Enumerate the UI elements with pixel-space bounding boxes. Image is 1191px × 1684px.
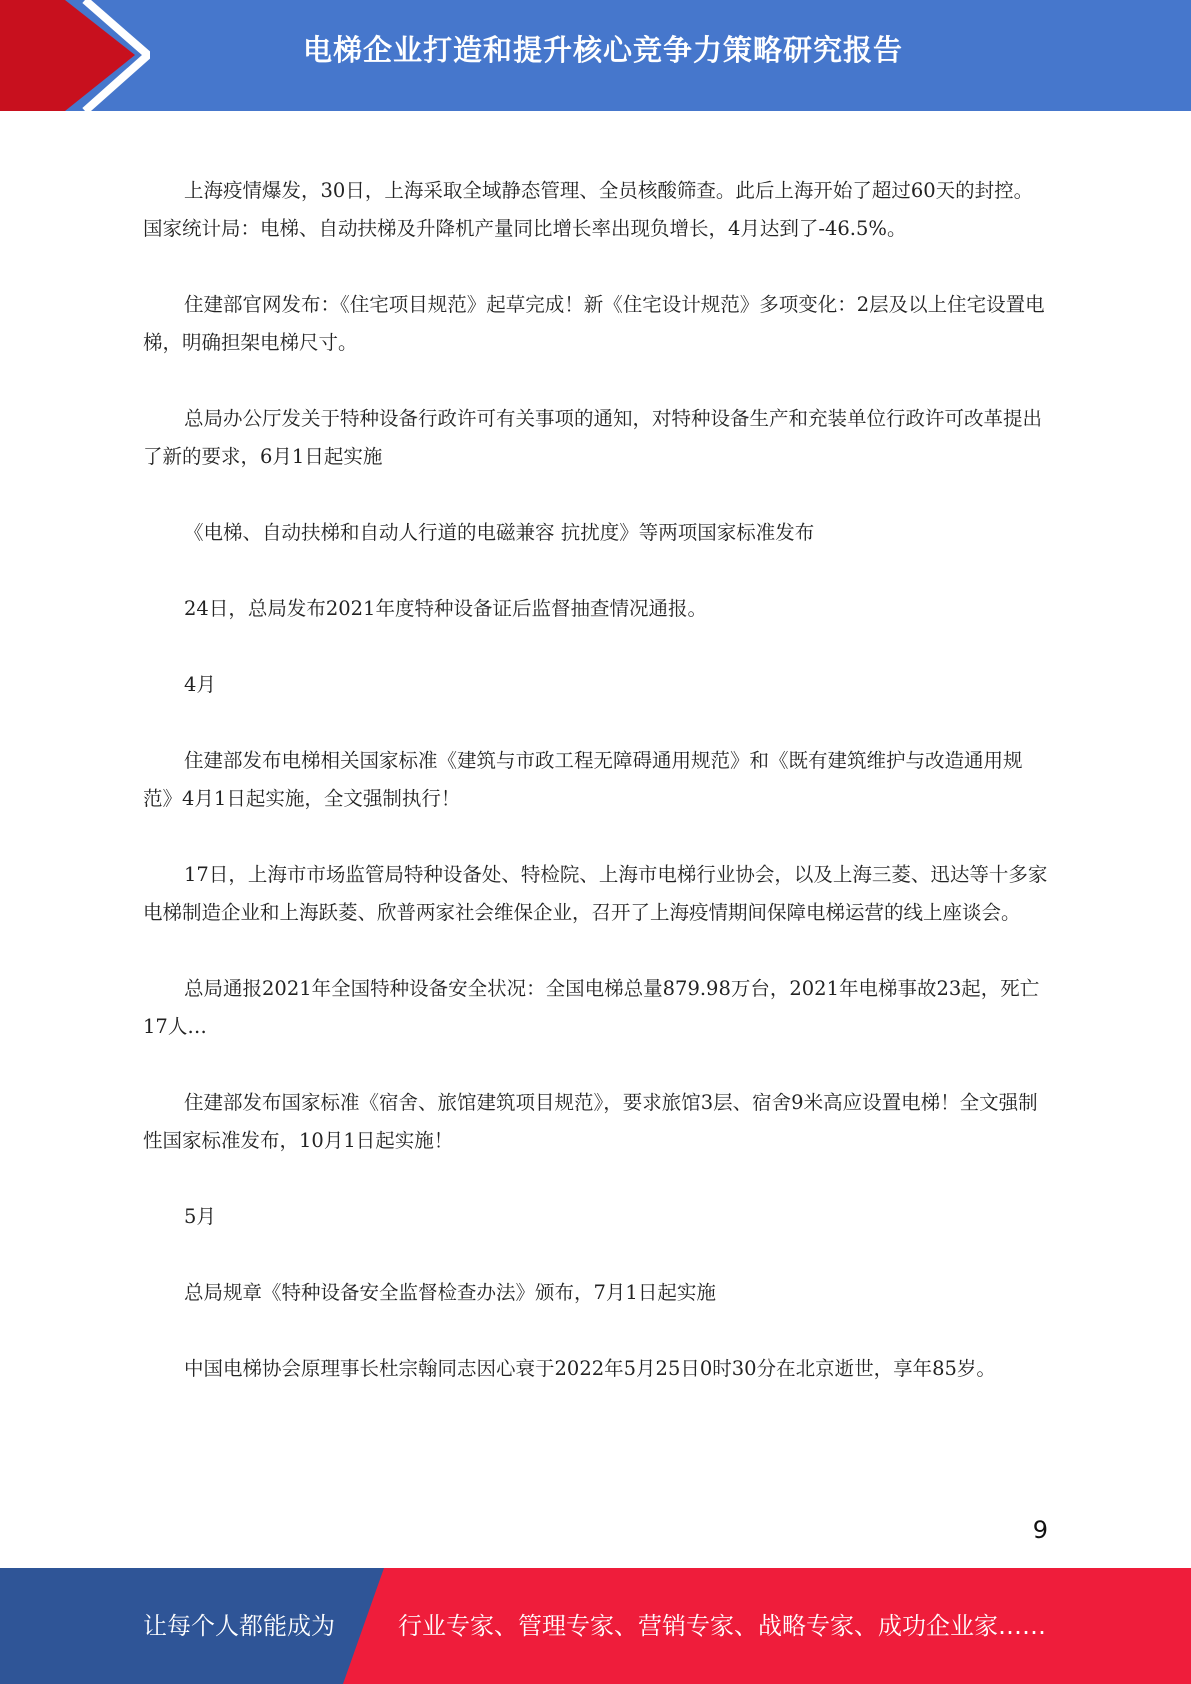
footer-slogan-right: 行业专家、管理专家、营销专家、战略专家、成功企业家…… <box>398 1612 1046 1640</box>
month-heading: 4月 <box>184 673 216 696</box>
paragraph: 24日，总局发布2021年度特种设备证后监督抽查情况通报。 <box>184 597 707 620</box>
paragraph: 上海疫情爆发，30日，上海采取全域静态管理、全员核酸筛查。此后上海开始了超过60天的封控。国家统计局：电梯、自动扶梯及升降机产量同比增长率出现负增长，4月达到了-46.5%。 <box>143 179 1034 240</box>
paragraph: 总局通报2021年全国特种设备安全状况：全国电梯总量879.98万台，2021年电梯事故23起，死亡17人… <box>143 977 1040 1038</box>
page-footer <box>0 1568 1191 1684</box>
document-body <box>143 172 1048 1388</box>
paragraph: 《电梯、自动扶梯和自动人行道的电磁兼容 抗扰度》等两项国家标准发布 <box>184 521 815 544</box>
header-arrow-decoration <box>0 0 150 111</box>
paragraph: 住建部发布国家标准《宿舍、旅馆建筑项目规范》，要求旅馆3层、宿舍9米高应设置电梯！全文强制性国家标准发布，10月1日起实施！ <box>143 1091 1038 1152</box>
page-number: 9 <box>1032 1516 1048 1544</box>
footer-slogan-left: 让每个人都能成为 <box>143 1612 335 1640</box>
paragraph: 总局规章《特种设备安全监督检查办法》颁布，7月1日起实施 <box>184 1281 716 1304</box>
paragraph: 17日，上海市市场监管局特种设备处、特检院、上海市电梯行业协会，以及上海三菱、迅达等十多家电梯制造企业和上海跃菱、欣普两家社会维保企业，召开了上海疫情期间保障电梯运营的线上座谈会。 <box>143 863 1048 924</box>
month-heading: 5月 <box>184 1205 216 1228</box>
page-header <box>0 0 1191 111</box>
paragraph: 住建部发布电梯相关国家标准《建筑与市政工程无障碍通用规范》和《既有建筑维护与改造通用规范》4月1日起实施，全文强制执行！ <box>143 749 1023 810</box>
report-title: 电梯企业打造和提升核心竞争力策略研究报告 <box>302 33 903 67</box>
paragraph: 总局办公厅发关于特种设备行政许可有关事项的通知，对特种设备生产和充装单位行政许可改革提出了新的要求，6月1日起实施 <box>143 407 1043 468</box>
paragraph: 住建部官网发布：《住宅项目规范》起草完成！新《住宅设计规范》多项变化：2层及以上住宅设置电梯，明确担架电梯尺寸。 <box>143 293 1045 354</box>
paragraph: 中国电梯协会原理事长杜宗翰同志因心衰于2022年5月25日0时30分在北京逝世，享年85岁。 <box>184 1357 996 1380</box>
